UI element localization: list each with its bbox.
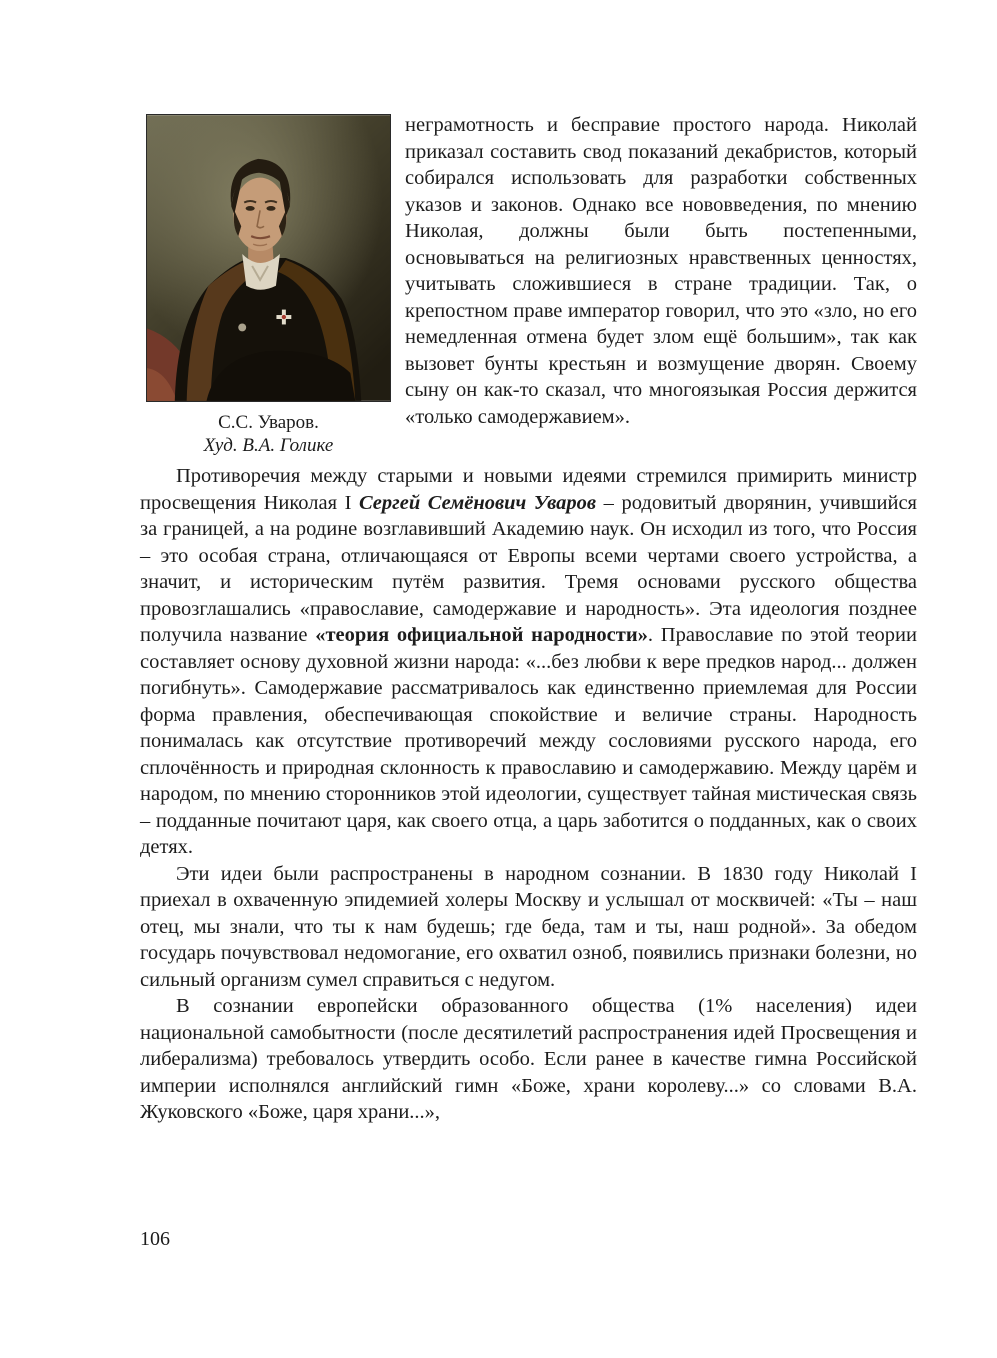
- paragraph-text-segment: Противоречия между старыми и новыми идеями стремился примирить министр просвещения Николая I: [140, 465, 917, 514]
- page-number: 106: [140, 1228, 170, 1250]
- paragraph-anthem: [140, 993, 917, 1126]
- portrait-painting: [147, 115, 390, 401]
- portrait-caption: [146, 411, 391, 457]
- uvarov-name-emphasis: Сергей Семёнович Уваров: [358, 491, 597, 514]
- official-nationality-term-emphasis: «теория официальной народности»: [315, 624, 648, 646]
- caption-sitter-name: С.С. Уваров.: [218, 412, 319, 433]
- caption-artist-name: Худ. В.А. Голике: [203, 435, 334, 456]
- uvarov-portrait-image: [146, 114, 391, 402]
- portrait-figure: [146, 114, 391, 457]
- paragraph-text-segment: – родовитый дворянин, учившийся за границей, а на родине возглавивший Академию наук. Он исходил из того, что Россия – это особая страна, отличающаяся от Европы всеми чертами своего устройства, а значит, и историческим путём развития. Тремя основами русского общества провозглашались «православие, самодержавие и народность». Эта идеология позднее получила название: [140, 491, 917, 646]
- paragraph-cholera-moscow: [140, 861, 917, 994]
- page-content: [140, 112, 917, 1126]
- paragraph-text: В сознании европейски образованного общества (1% населения) идеи национальной самобытности (после десятилетий распространения идей Просвещения и либерализма) требовалось утвердить особо. Если ранее в качестве гимна Российской империи исполнялся английский гимн «Боже, храни королеву...» со словами В.А. Жуковского «Боже, царя храни...»,: [140, 995, 917, 1123]
- paragraph-text: Эти идеи были распространены в народном сознании. В 1830 году Николай I приехал в охваченную эпидемией холеры Москву и услышал от москвичей: «Ты – наш отец, мы знали, что ты к нам будешь; где беда, там и ты, наш родной». За обедом государь почувствовал недомогание, его охватил озноб, появились признаки болезни, но сильный организм сумел справиться с недугом.: [140, 862, 917, 991]
- paragraph-uvarov-theory: [140, 463, 917, 861]
- paragraph-text-segment: . Православие по этой теории составляет основу духовной жизни народа: «...без любви к вере предков народ... должен погибнуть». Самодержавие рассматривалось как единственно приемлемая для России форма правления, обеспечивающая спокойствие и величие страны. Народность понималась как отсутствие противоречий между сословиями русского народа, его сплочённость и природная склонность к православию и самодержавию. Между царём и народом, по мнению сторонников этой идеологии, существует тайная мистическая связь – подданные почитают царя, как своего отца, а царь заботится о подданных, как о своих детях.: [140, 624, 917, 858]
- intro-text: неграмотность и бесправие простого народа. Николай приказал составить свод показаний декабристов, который собирался использовать для разработки собственных указов и законов. Однако все нововведения, по мнению Николая, должны были быть постепенными, основываться на религиозных нравственных ценностях, учитывать сложившиеся в стране традиции. Так, о крепостном праве император говорил, что это «зло, но его немедленная отмена будет злом ещё большим», так как вызовет бунты крестьян и возмущение дворян. Своему сыну он как-то сказал, что многоязыкая Россия держится «только самодержавием».: [405, 114, 917, 428]
